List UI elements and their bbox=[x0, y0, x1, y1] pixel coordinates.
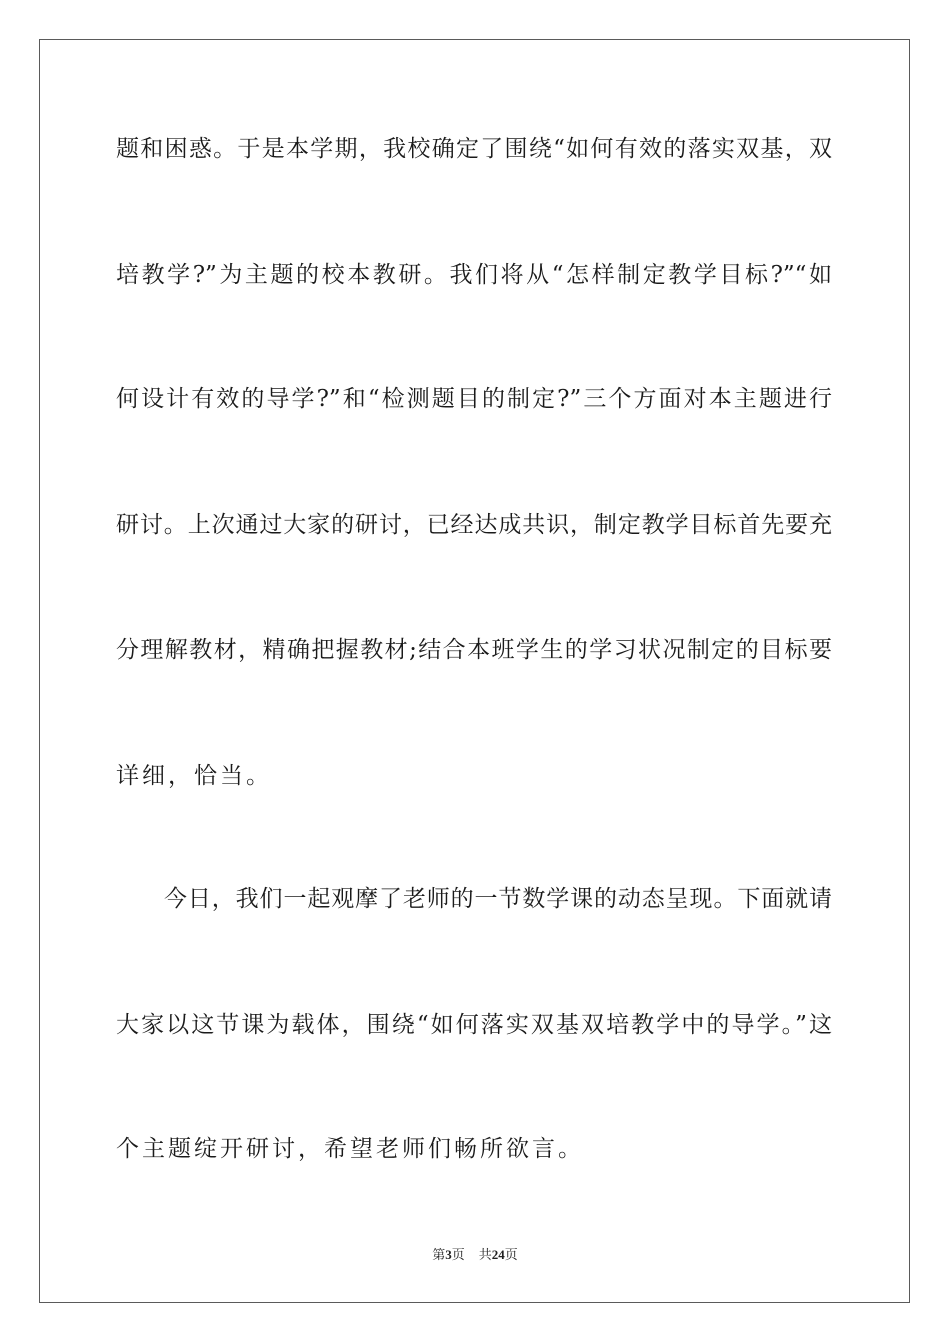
paragraph-line-7: 今日，我们一起观摩了老师的一节数学课的动态呈现。下面就请 bbox=[164, 886, 832, 912]
paragraph-line-8: 大家以这节课为载体，围绕“如何落实双基双培教学中的导学。”这 bbox=[116, 1012, 832, 1038]
paragraph-line-3: 何设计有效的导学?”和“检测题目的制定?”三个方面对本主题进行 bbox=[116, 386, 832, 412]
paragraph-line-2: 培教学?”为主题的校本教研。我们将从“怎样制定教学目标?”“如 bbox=[116, 262, 832, 288]
footer-page-suffix: 页 bbox=[451, 1248, 465, 1263]
paragraph-line-1: 题和困惑。于是本学期，我校确定了围绕“如何有效的落实双基，双 bbox=[116, 136, 832, 162]
page-border bbox=[39, 39, 910, 1303]
total-page-count: 24 bbox=[491, 1247, 505, 1262]
paragraph-line-5: 分理解教材，精确把握教材;结合本班学生的学习状况制定的目标要 bbox=[116, 637, 832, 663]
footer-prefix: 第 bbox=[432, 1248, 446, 1263]
paragraph-line-4: 研讨。上次通过大家的研讨，已经达成共识，制定教学目标首先要充 bbox=[116, 512, 832, 538]
current-page-number: 3 bbox=[445, 1247, 452, 1262]
paragraph-line-9: 个主题绽开研讨，希望老师们畅所欲言。 bbox=[116, 1136, 584, 1162]
paragraph-line-6: 详细，恰当。 bbox=[116, 763, 272, 789]
footer-total-prefix: 共 bbox=[478, 1248, 492, 1263]
footer-total-suffix: 页 bbox=[504, 1248, 518, 1263]
page-footer bbox=[0, 1246, 950, 1265]
